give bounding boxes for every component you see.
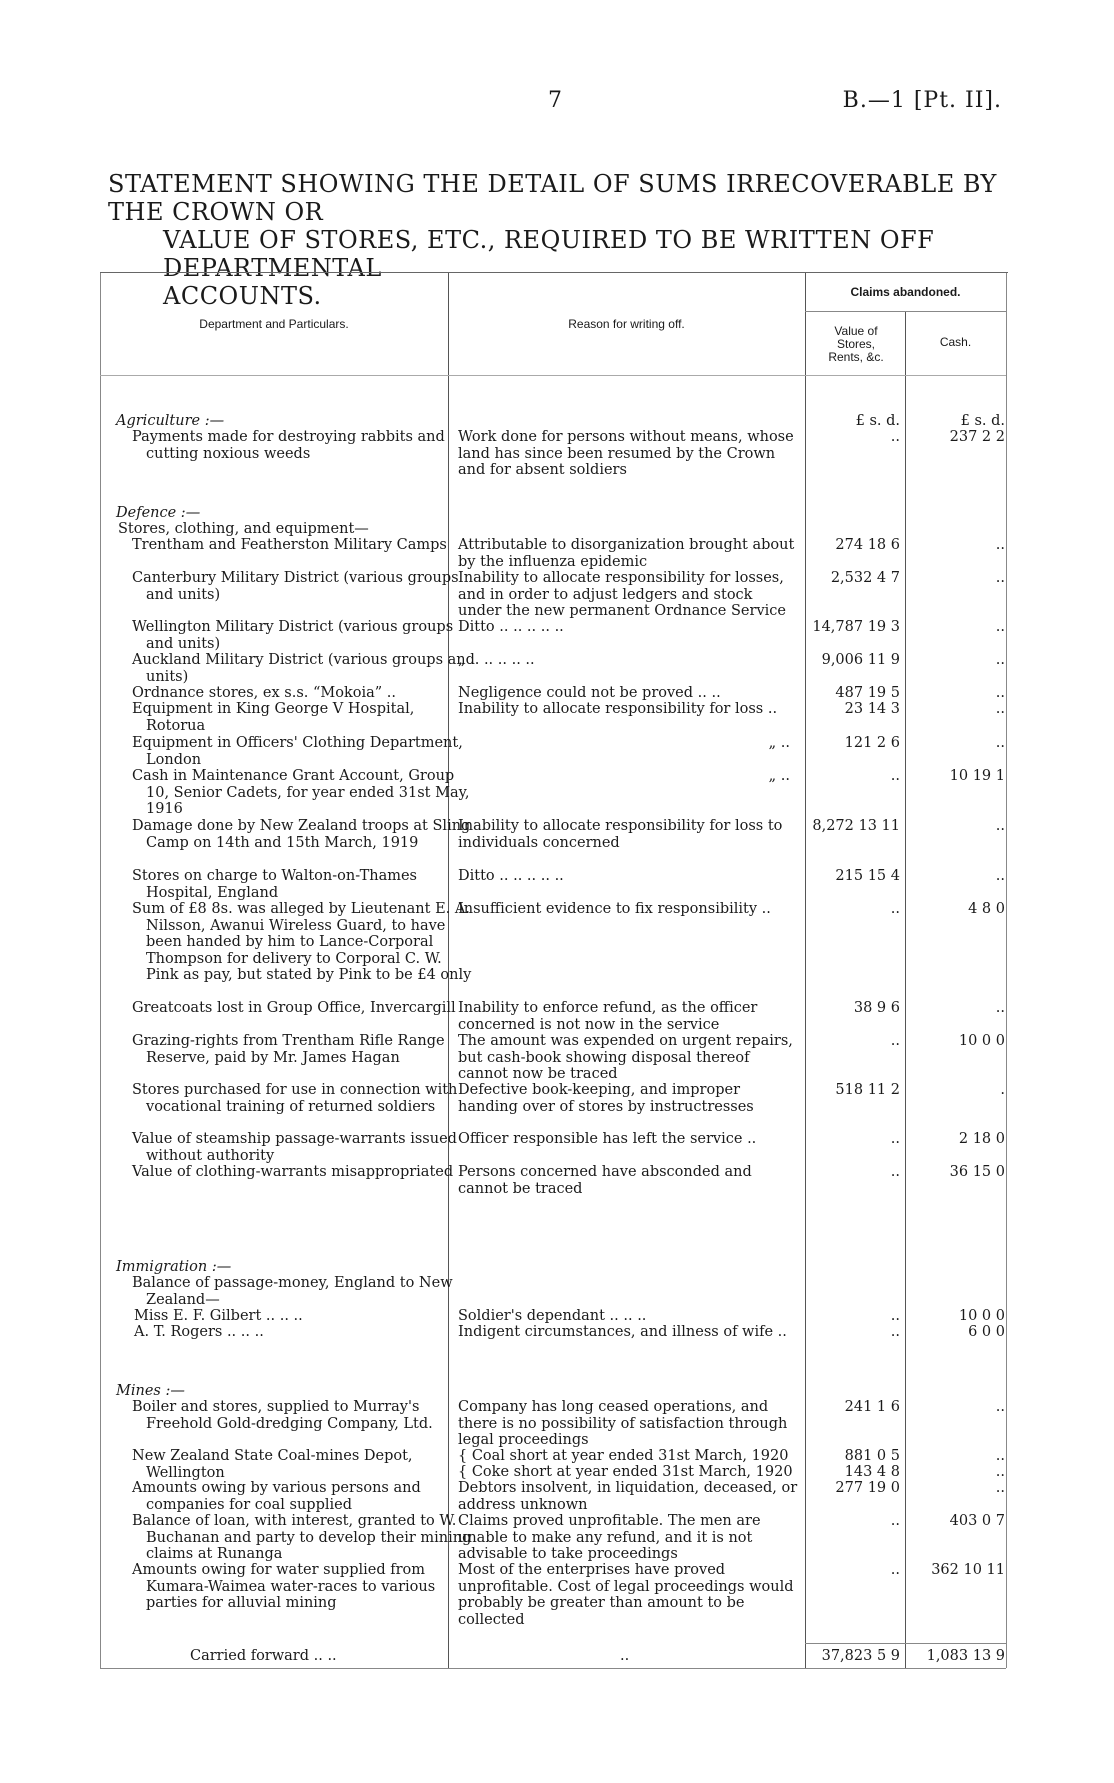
row-7-stores: 121 2 6 [844,735,900,751]
table-rule [1006,273,1007,1668]
row-6-stores: 23 14 3 [844,701,900,717]
row-20-stores: 881 0 5 [844,1448,900,1464]
row-6-reason: Inability to allocate responsibility for loss .. [458,701,778,717]
table-rule [805,311,1006,312]
row-7-particulars: Equipment in Officers' Clothing Department, London [132,735,463,768]
row-21-stores: 277 19 0 [835,1480,900,1496]
carried-forward-cash: 1,083 13 9 [926,1648,1005,1664]
row-21-cash: .. [995,1480,1005,1496]
row-16-particulars: Value of clothing-warrants misappropriated [132,1164,454,1180]
row-6-cash: .. [995,701,1005,717]
row-12-stores: 38 9 6 [853,1000,900,1016]
row-5-stores: 487 19 5 [835,685,900,701]
row-19-cash: .. [995,1399,1005,1415]
title-line-2: VALUE OF STORES, ETC., REQUIRED TO BE WRITTEN OFF DEPARTMENTAL [163,226,935,282]
row-2-cash: .. [995,570,1005,586]
row-8-reason: „ .. [768,768,790,784]
page-number: 7 [548,88,562,113]
row-1-reason: Attributable to disorganization brought about by the influenza epidemic [458,537,795,570]
row-20-cash: .. [995,1448,1005,1464]
lsd-cash: £ s. d. [960,413,1005,429]
row-4-reason: „ .. .. .. .. .. [458,652,535,668]
row-22-stores: .. [890,1513,900,1529]
section-immigration-sub: Balance of passage-money, England to New Zealand— [132,1275,453,1308]
row-17-stores: .. [890,1308,900,1324]
row-13-cash: 10 0 0 [958,1033,1005,1049]
row-0-stores: .. [890,429,900,445]
row-22-particulars: Balance of loan, with interest, granted to W. Buchanan and party to develop their mining claims at Runanga [132,1513,472,1562]
col-header-stores: Value of Stores, Rents, &c. [828,324,884,364]
row-5-particulars: Ordnance stores, ex s.s. “Mokoia” .. [132,685,397,701]
row-2-reason: Inability to allocate responsibility for losses, and in order to adjust ledgers and stock under the new permanent Ordnance Service [458,570,786,619]
row-2-stores: 2,532 4 7 [830,570,900,586]
row-6-particulars: Equipment in King George V Hospital, Rotorua [132,701,415,734]
title-line-3: ACCOUNTS. [163,282,322,310]
row-23-cash: 362 10 11 [931,1562,1005,1578]
section-mines: Mines :— [116,1383,185,1399]
row-11-stores: .. [890,901,900,917]
row-3-stores: 14,787 19 3 [812,619,900,635]
row-0-particulars: Payments made for destroying rabbits and cutting noxious weeds [132,429,445,462]
row-16-stores: .. [890,1164,900,1180]
row-4-cash: .. [995,652,1005,668]
row-18-cash: 6 0 0 [968,1324,1005,1340]
row-15-cash: 2 18 0 [958,1131,1005,1147]
row-8-stores: .. [890,768,900,784]
section-defence: Defence :— [116,505,201,521]
title-line-1: STATEMENT SHOWING THE DETAIL OF SUMS IRRECOVERABLE BY THE CROWN OR [108,170,997,226]
row-4-particulars: Auckland Military District (various groups and units) [132,652,475,685]
lsd-stores: £ s. d. [855,413,900,429]
row-4-stores: 9,006 11 9 [821,652,900,668]
table-rule [805,1643,1006,1644]
row-7-cash: .. [995,735,1005,751]
row-18-particulars: A. T. Rogers .. .. .. [134,1324,264,1340]
row-10-cash: .. [995,868,1005,884]
row-23-reason: Most of the enterprises have proved unprofitable. Cost of legal proceedings would probably be greater than amount to be collected [458,1562,794,1628]
row-13-particulars: Grazing-rights from Trentham Rifle Range Reserve, paid by Mr. James Hagan [132,1033,445,1066]
row-0-reason: Work done for persons without means, whose land has since been resumed by the Crown and for absent soldiers [458,429,794,478]
row-13-reason: The amount was expended on urgent repairs, but cash-book showing disposal thereof cannot now be traced [458,1033,793,1082]
row-14-particulars: Stores purchased for use in connection with vocational training of returned soldiers [132,1082,458,1115]
row-19-particulars: Boiler and stores, supplied to Murray's Freehold Gold-dredging Company, Ltd. [132,1399,433,1432]
row-14-cash: . [1000,1082,1005,1098]
row-12-reason: Inability to enforce refund, as the officer concerned is not now in the service [458,1000,758,1033]
row-7-reason: „ .. [768,735,790,751]
row-1-particulars: Trentham and Featherston Military Camps [132,537,447,553]
row-21-reason: Debtors insolvent, in liquidation, deceased, or address unknown [458,1480,798,1513]
row-10-reason: Ditto .. .. .. .. .. [458,868,564,884]
table-rule [905,311,906,1668]
row-14-stores: 518 11 2 [835,1082,900,1098]
row-16-cash: 36 15 0 [949,1164,1005,1180]
row-15-stores: .. [890,1131,900,1147]
row-17-reason: Soldier's dependant .. .. .. [458,1308,647,1324]
row-22-cash: 403 0 7 [949,1513,1005,1529]
carried-forward-stores: 37,823 5 9 [821,1648,900,1664]
table-rule [100,273,101,1668]
row-21-particulars: Amounts owing by various persons and companies for coal supplied [132,1480,421,1513]
document-reference: B.—1 [Pt. II]. [842,88,1002,113]
row-23-particulars: Amounts owing for water supplied from Kumara-Waimea water-races to various parties for alluvial mining [132,1562,436,1611]
row-12-cash: .. [995,1000,1005,1016]
row-3-particulars: Wellington Military District (various groups and units) [132,619,454,652]
row-17-cash: 10 0 0 [958,1308,1005,1324]
row-9-stores: 8,272 13 11 [812,818,900,834]
row-5-cash: .. [995,685,1005,701]
row-14-reason: Defective book-keeping, and improper handing over of stores by instructresses [458,1082,754,1115]
row-20-reason: { Coal short at year ended 31st March, 1920 [458,1448,789,1464]
row-9-particulars: Damage done by New Zealand troops at Sling Camp on 14th and 15th March, 1919 [132,818,471,851]
col-header-cash: Cash. [939,335,972,349]
section-immigration: Immigration :— [116,1259,232,1275]
row-1-cash: .. [995,537,1005,553]
row-3-reason: Ditto .. .. .. .. .. [458,619,564,635]
row-8-particulars: Cash in Maintenance Grant Account, Group 10, Senior Cadets, for year ended 31st May, 1916 [132,768,470,817]
row-18-reason: Indigent circumstances, and illness of wife .. [458,1324,787,1340]
section-agriculture: Agriculture :— [116,413,225,429]
row-0-cash: 237 2 2 [949,429,1005,445]
row-23-stores: .. [890,1562,900,1578]
row-10-stores: 215 15 4 [835,868,900,884]
row-20-particulars: New Zealand State Coal-mines Depot, Wellington [132,1448,413,1481]
row-15-reason: Officer responsible has left the service .. [458,1131,757,1147]
row-22-reason: Claims proved unprofitable. The men are unable to make any refund, and it is not advisable to take proceedings [458,1513,761,1562]
row-20-cash-2: .. [995,1464,1005,1480]
row-19-stores: 241 1 6 [844,1399,900,1415]
col-header-reason: Reason for writing off. [568,317,685,331]
row-5-reason: Negligence could not be proved .. .. [458,685,721,701]
row-10-particulars: Stores on charge to Walton-on-Thames Hospital, England [132,868,418,901]
row-12-particulars: Greatcoats lost in Group Office, Invercargill [132,1000,456,1016]
row-17-particulars: Miss E. F. Gilbert .. .. .. [134,1308,303,1324]
col-header-department: Department and Particulars. [199,317,349,331]
row-1-stores: 274 18 6 [835,537,900,553]
col-header-claims: Claims abandoned. [850,285,961,299]
row-8-cash: 10 19 1 [949,768,1005,784]
row-13-stores: .. [890,1033,900,1049]
row-9-reason: Inability to allocate responsibility for loss to individuals concerned [458,818,783,851]
carried-forward-reason: .. [620,1648,630,1664]
row-11-particulars: Sum of £8 8s. was alleged by Lieutenant E. A. Nilsson, Awanui Wireless Guard, to have been handed by him to Lance-Corporal Thompson for delivery to Corporal C. W. Pink as pay, but stated by Pink to be £4 only [132,901,472,983]
carried-forward-label: Carried forward .. .. [190,1648,337,1664]
row-20-reason-2: { Coke short at year ended 31st March, 1920 [458,1464,793,1480]
row-11-reason: Insufficient evidence to fix responsibility .. [458,901,771,917]
row-20-stores-2: 143 4 8 [844,1464,900,1480]
row-15-particulars: Value of steamship passage-warrants issued without authority [132,1131,457,1164]
row-2-particulars: Canterbury Military District (various groups and units) [132,570,459,603]
section-defence-sub: Stores, clothing, and equipment— [118,521,369,537]
row-18-stores: .. [890,1324,900,1340]
table-rule [100,1668,1006,1669]
row-3-cash: .. [995,619,1005,635]
row-9-cash: .. [995,818,1005,834]
row-11-cash: 4 8 0 [968,901,1005,917]
table-rule [100,375,1006,376]
statement-table [100,272,1008,1673]
row-19-reason: Company has long ceased operations, and there is no possibility of satisfaction through legal proceedings [458,1399,788,1448]
row-16-reason: Persons concerned have absconded and cannot be traced [458,1164,752,1197]
